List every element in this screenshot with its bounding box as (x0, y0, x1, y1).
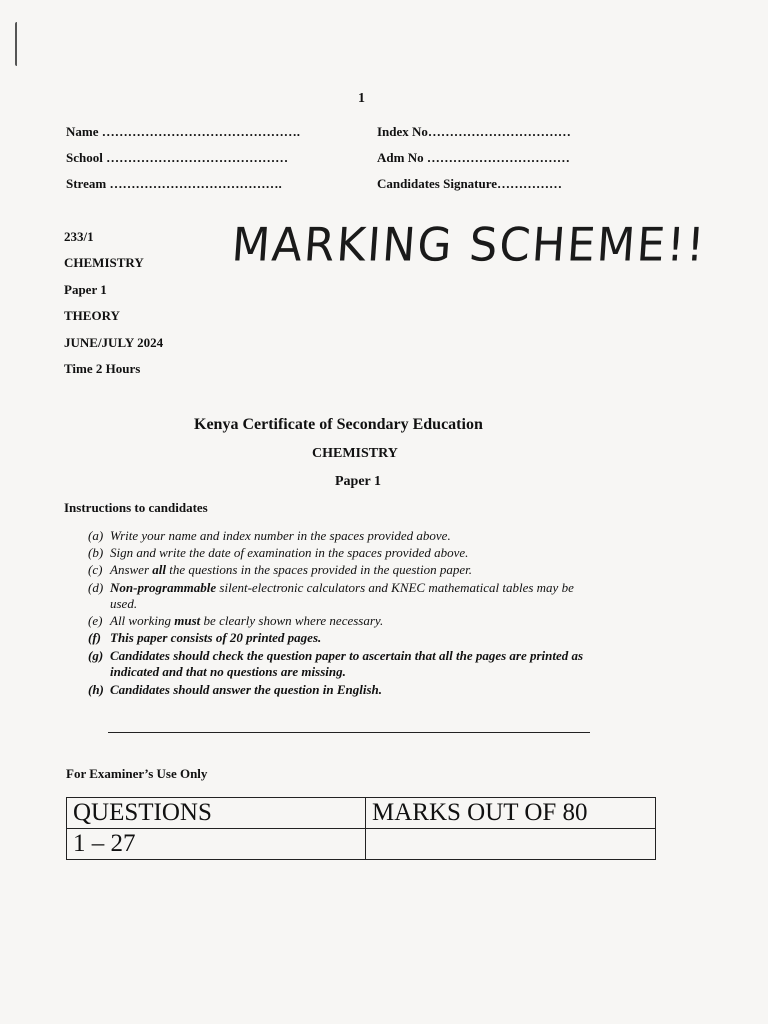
school-field: School …………………………………… (66, 150, 289, 165)
signature-field: Candidates Signature…………… (377, 176, 563, 191)
examiner-heading: For Examiner’s Use Only (66, 766, 208, 781)
paper-code: 233/1 (64, 229, 94, 244)
paper-session: JUNE/JULY 2024 (64, 335, 164, 350)
adm-field: Adm No …………………………… (377, 150, 570, 165)
marks-header: MARKS OUT OF 80 (366, 798, 656, 829)
instruction-d: (d) Non-programmable silent-electronic calculators and KNEC mathematical tables may be (88, 580, 574, 595)
paper-time: Time 2 Hours (64, 361, 141, 376)
page-number: 1 (358, 91, 365, 106)
instruction-e: (e) All working must be clearly shown where necessary. (88, 613, 384, 628)
exam-paper: Paper 1 (335, 474, 382, 489)
index-field: Index No…………………………… (377, 124, 571, 139)
instruction-c: (c) Answer all the questions in the spaces provided in the question paper. (88, 562, 473, 577)
paper-subject: CHEMISTRY (64, 255, 144, 270)
instruction-d-cont: used. (110, 596, 138, 611)
instruction-b: (b) Sign and write the date of examination in the spaces provided above. (88, 545, 469, 560)
exam-title: Kenya Certificate of Secondary Education (194, 416, 483, 433)
table-row (67, 798, 656, 829)
instructions-heading: Instructions to candidates (64, 500, 208, 515)
examiner-table (66, 797, 656, 860)
questions-header: QUESTIONS (67, 798, 366, 829)
handwritten-marking-scheme: MARKING SCHEME!! (230, 218, 708, 273)
instruction-f: (f) This paper consists of 20 printed pages. (88, 630, 322, 645)
instruction-h: (h) Candidates should answer the question in English. (88, 682, 383, 697)
margin-mark (15, 22, 20, 66)
instruction-g-cont: indicated and that no questions are missing. (110, 664, 346, 679)
instruction-g: (g) Candidates should check the question paper to ascertain that all the pages are printed as (88, 648, 584, 663)
paper-type: THEORY (64, 308, 120, 323)
table-row (67, 829, 656, 860)
instruction-a: (a) Write your name and index number in the spaces provided above. (88, 528, 451, 543)
questions-range: 1 – 27 (67, 829, 366, 860)
divider-line (108, 732, 590, 733)
marks-cell (366, 829, 656, 860)
name-field: Name ………………………………………. (66, 124, 300, 139)
stream-field: Stream …………………………………. (66, 176, 282, 191)
paper-number: Paper 1 (64, 282, 107, 297)
exam-subject: CHEMISTRY (312, 446, 398, 461)
